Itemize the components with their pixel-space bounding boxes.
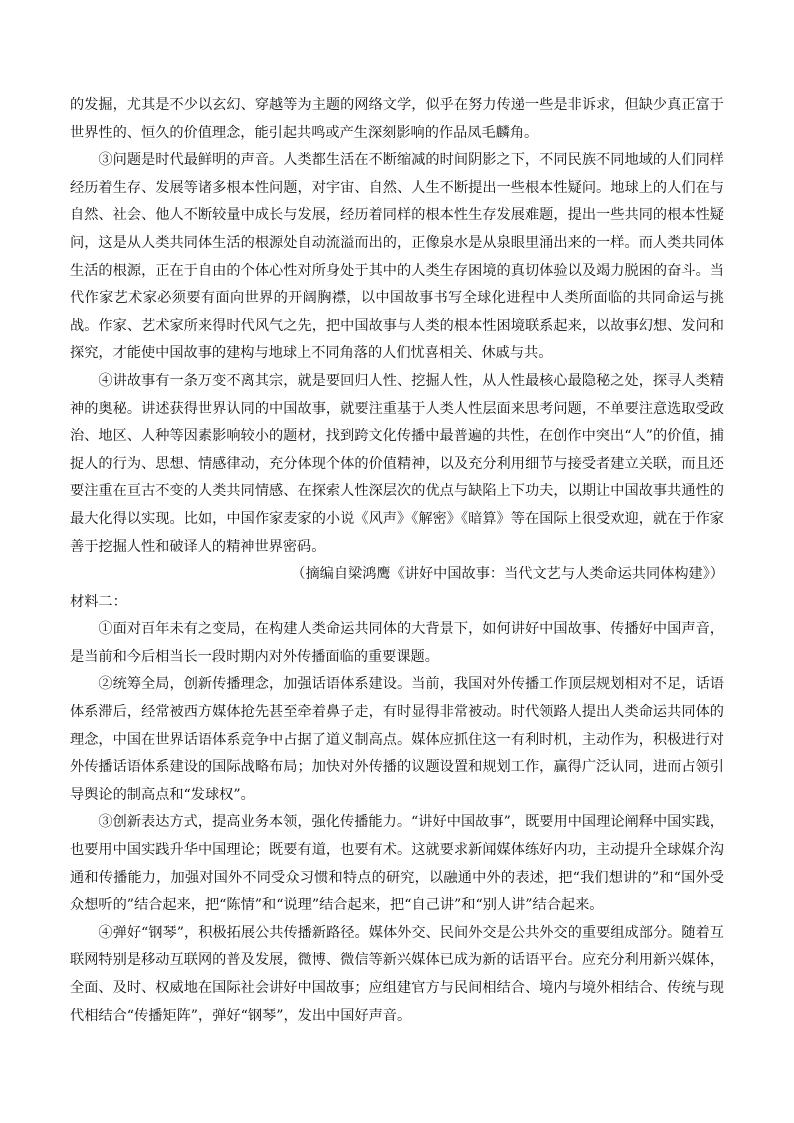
- material-two-paragraph-2: ②统筹全局，创新传播理念，加强话语体系建设。当前，我国对外传播工作顶层规划相对不足，话语体系滞后，经常被西方媒体抢先甚至牵着鼻子走，有时显得非常被动。时代领路人提出人类命运共同体的理念，中国在世界话语体系竞争中占据了道义制高点。媒体应抓住这一有利时机，主动作为，积极进行对外传播话语体系建设的国际战略布局；加快对外传播的议题设置和规划工作，赢得广泛认同，进而占领引导舆论的制高点和“发球权”。: [70, 676, 724, 803]
- paragraph-4: ④讲故事有一条万变不离其宗，就是要回归人性、挖掘人性，从人性最核心最隐秘之处，探寻人类精神的奥秘。讲述获得世界认同的中国故事，就要注重基于人类人性层面来思考问题，不单要注意选取受政治、地区、人种等因素影响较小的题材，找到跨文化传播中最普遍的共性，在创作中突出“人”的价值，捕捉人的行为、思想、情感律动，充分体现个体的价值精神，以及充分利用细节与接受者建立关联，而且还要注重在亘古不变的人类共同情感、在探索人性深层次的优点与缺陷上下功夫，以期让中国故事共通性的最大化得以实现。比如，中国作家麦家的小说《风声》《解密》《暗算》等在国际上很受欢迎，就在于作家善于挖掘人性和破译人的精神世界密码。: [70, 372, 724, 555]
- material-two-heading: 材料二：: [70, 593, 127, 610]
- material-two-paragraph-1: ①面对百年未有之变局，在构建人类命运共同体的大背景下，如何讲好中国故事、传播好中国声音，是当前和今后相当长一段时期内对外传播面临的重要课题。: [70, 621, 724, 665]
- material-two-paragraph-4: ④弹好“钢琴”，积极拓展公共传播新路径。媒体外交、民间外交是公共外交的重要组成部分。随着互联网特别是移动互联网的普及发展，微博、微信等新兴媒体已成为新的话语平台。应充分利用新兴媒体，全面、及时、权威地在国际社会讲好中国故事；应组建官方与民间相结合、境内与境外相结合、传统与现代相结合“传播矩阵”，弹好“钢琴”，发出中国好声音。: [70, 924, 724, 1024]
- material-two-paragraph-3: ③创新表达方式，提高业务本领，强化传播能力。“讲好中国故事”，既要用中国理论阐释中国实践，也要用中国实践升华中国理论；既要有道，也要有术。这就要求新闻媒体练好内功，主动提升全球媒介沟通和传播能力，加强对国外不同受众习惯和特点的研究，以融通中外的表述，把“我们想讲的”和“国外受众想听的”结合起来，把“陈情”和“说理”结合起来，把“自己讲”和“别人讲”结合起来。: [70, 814, 724, 914]
- document-page: [70, 92, 724, 1030]
- source-citation: （摘编自梁鸿鹰《讲好中国故事：当代文艺与人类命运共同体构建》）: [291, 566, 724, 583]
- paragraph-continuation: 的发掘，尤其是不少以玄幻、穿越等为主题的网络文学，似乎在努力传递一些是非诉求，但缺少真正富于世界性的、恒久的价值理念，能引起共鸣或产生深刻影响的作品凤毛麟角。: [70, 97, 724, 141]
- paragraph-3: ③问题是时代最鲜明的声音。人类都生活在不断缩减的时间阴影之下，不同民族不同地域的人们同样经历着生存、发展等诸多根本性问题，对宇宙、自然、人生不断提出一些根本性疑问。地球上的人们在与自然、社会、他人不断较量中成长与发展，经历着同样的根本性生存发展难题，提出一些共同的根本性疑问，这是从人类共同体生活的根源处自动流溢而出的，正像泉水是从泉眼里涌出来的一样。而人类共同体生活的根源，正在于自由的个体心性对所身处于其中的人类生存困境的真切体验以及竭力脱困的奋斗。当代作家艺术家必须要有面向世界的开阔胸襟，以中国故事书写全球化进程中人类所面临的共同命运与挑战。作家、艺术家所来得时代风气之先，把中国故事与人类的根本性困境联系起来，以故事幻想、发问和探究，才能使中国故事的建构与地球上不同角落的人们忧喜相关、休戚与共。: [70, 152, 724, 362]
